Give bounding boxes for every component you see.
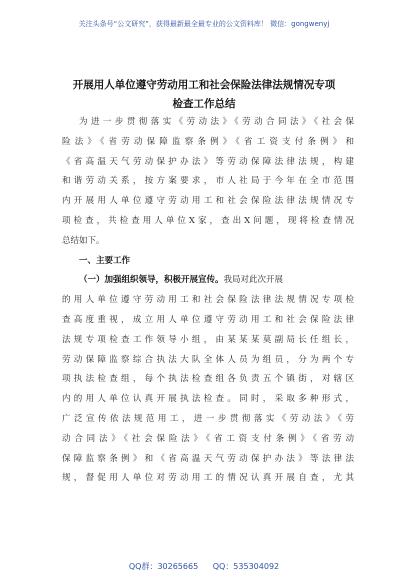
intro-line: 和谐劳动关系，按方案要求，市人社局于今年在全市范围 <box>62 176 354 187</box>
intro-line: 总结如下。 <box>62 235 105 246</box>
promo-banner: 关注头条号“公文研究”，获得最新最全最专业的公文资料库！ 微信：gongwenyj <box>78 20 330 28</box>
qq-group: QQ群：30265665 <box>128 562 199 571</box>
title-line-1: 开展用人单位遵守劳动用工和社会保险法律法规情况专项 <box>72 79 336 91</box>
body-line: 的用人单位遵守劳动用工和社会保险法律法规情况专项检 <box>62 295 354 306</box>
body-line: 动合同法》《社会保险法》《省工资支付条例》《省劳动 <box>62 433 354 444</box>
body-line: 广泛宣传依法规范用工，进一步贯彻落实《劳动法》《劳 <box>62 413 354 424</box>
title-line-2: 检查工作总结 <box>172 98 236 110</box>
intro-line: 内开展用人单位遵守劳动用工和社会保险法律法规情况专 <box>62 196 354 207</box>
body-line: 项执法检查组，每个执法检查组各负责五个镇街，对辖区 <box>62 374 354 385</box>
intro-line: 险法》《省劳动保障监察条例》《省工资支付条例》和 <box>62 136 354 147</box>
intro-line: 项检查，共检查用人单位X家，查出X问题，现将检查情况 <box>62 215 354 226</box>
subsection-first-line <box>62 271 354 291</box>
document-body <box>62 113 354 489</box>
contact-footer <box>0 562 408 572</box>
body-line: 劳动保障监察综合执法大队全体人员为组员，分为两个专 <box>62 354 354 365</box>
body-line: 规，督促用人单位对劳动用工的情况认真开展自查，尤其 <box>62 473 354 484</box>
intro-line: 《省高温天气劳动保护办法》等劳动保障法律法规，构建 <box>62 156 354 167</box>
body-line: 法规专项检查工作领导小组，由某某某莫副局长任组长， <box>62 334 354 345</box>
intro-line: 为进一步贯彻落实《劳动法》《劳动合同法》《社会保 <box>79 117 354 127</box>
body-line: 内的用人单位认真开展执法检查。同时，采取多种形式， <box>62 394 354 405</box>
body-line: 保障监察条例》和《省高温天气劳动保护办法》等法律法 <box>62 453 354 464</box>
subsection-heading: （一）加强组织领导，积极开展宣传。 <box>79 275 224 286</box>
qq-number: QQ：535304092 <box>212 562 280 571</box>
section-heading: 一、主要工作 <box>79 255 131 266</box>
body-line: 查高度重视，成立用人单位遵守劳动用工和社会保险法律 <box>62 314 354 325</box>
document-title <box>44 76 364 114</box>
subsection-first-tail: 我局对此次开展 <box>223 275 284 286</box>
